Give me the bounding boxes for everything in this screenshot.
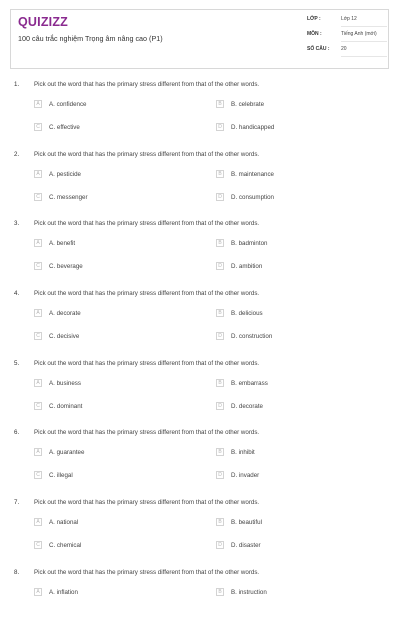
question-number: 6. [14,429,20,436]
worksheet-header [10,9,389,69]
option-checkbox[interactable]: C [34,471,42,479]
option-checkbox[interactable]: D [216,123,224,131]
option-text: A. pesticide [49,171,81,178]
option-text: C. dominant [49,403,83,410]
option-checkbox[interactable]: A [34,518,42,526]
quizizz-logo: QUIZIZZ [18,15,69,29]
question-text: Pick out the word that has the primary stress different from that of the other words. [34,290,260,297]
option-checkbox[interactable]: B [216,239,224,247]
option-checkbox[interactable]: C [34,262,42,270]
option-checkbox[interactable]: B [216,588,224,596]
option-text: C. chemical [49,542,82,549]
question-text: Pick out the word that has the primary stress different from that of the other words. [34,81,260,88]
meta-underline [341,26,387,27]
question-item [0,499,400,569]
option-text: B. beautiful [231,519,262,526]
option-text: D. consumption [231,194,274,201]
question-text: Pick out the word that has the primary stress different from that of the other words. [34,360,260,367]
option-checkbox[interactable]: D [216,193,224,201]
option-checkbox[interactable]: B [216,170,224,178]
question-number: 2. [14,151,20,158]
option-text: D. decorate [231,403,263,410]
question-text: Pick out the word that has the primary stress different from that of the other words. [34,569,260,576]
option-text: A. confidence [49,101,87,108]
option-text: B. instruction [231,589,267,596]
option-text: D. construction [231,333,273,340]
question-number: 4. [14,290,20,297]
option-checkbox[interactable]: B [216,309,224,317]
option-checkbox[interactable]: B [216,379,224,387]
option-checkbox[interactable]: A [34,588,42,596]
question-number: 1. [14,81,20,88]
option-checkbox[interactable]: C [34,402,42,410]
meta-row-subject [307,28,389,42]
meta-row-count [307,43,389,57]
question-item [0,290,400,360]
option-text: C. beverage [49,263,83,270]
option-checkbox[interactable]: D [216,262,224,270]
option-text: C. effective [49,124,80,131]
option-checkbox[interactable]: B [216,518,224,526]
option-checkbox[interactable]: D [216,332,224,340]
option-checkbox[interactable]: A [34,170,42,178]
option-checkbox[interactable]: A [34,239,42,247]
option-text: C. messenger [49,194,88,201]
option-text: B. celebrate [231,101,265,108]
option-text: D. ambition [231,263,263,270]
question-text: Pick out the word that has the primary stress different from that of the other words. [34,429,260,436]
option-checkbox[interactable]: C [34,541,42,549]
question-number: 5. [14,360,20,367]
meta-value-subject: Tiếng Anh (mới) [341,31,377,37]
question-text: Pick out the word that has the primary stress different from that of the other words. [34,220,260,227]
option-checkbox[interactable]: D [216,541,224,549]
question-text: Pick out the word that has the primary stress different from that of the other words. [34,151,260,158]
meta-value-class: Lớp 12 [341,16,357,22]
question-item [0,81,400,151]
question-number: 3. [14,220,20,227]
question-item [0,569,400,639]
question-item [0,151,400,221]
option-checkbox[interactable]: D [216,402,224,410]
meta-value-count: 20 [341,46,347,52]
option-text: A. inflation [49,589,78,596]
meta-row-class [307,13,389,27]
option-text: C. illegal [49,472,73,479]
option-text: A. benefit [49,240,76,247]
option-checkbox[interactable]: A [34,100,42,108]
option-checkbox[interactable]: C [34,193,42,201]
option-text: B. inhibit [231,449,255,456]
option-checkbox[interactable]: B [216,448,224,456]
option-text: A. guarantee [49,449,85,456]
worksheet-title: 100 câu trắc nghiệm Trọng âm nâng cao (P1) [18,34,163,43]
option-checkbox[interactable]: D [216,471,224,479]
option-text: B. maintenance [231,171,274,178]
option-checkbox[interactable]: A [34,309,42,317]
option-text: B. embarrass [231,380,268,387]
option-checkbox[interactable]: C [34,332,42,340]
meta-label-class: LỚP : [307,16,321,22]
option-checkbox[interactable]: B [216,100,224,108]
option-text: D. disaster [231,542,261,549]
option-text: B. badminton [231,240,268,247]
option-checkbox[interactable]: A [34,379,42,387]
question-item [0,429,400,499]
option-text: A. business [49,380,81,387]
question-item [0,220,400,290]
option-text: D. invader [231,472,260,479]
option-text: A. national [49,519,79,526]
question-number: 8. [14,569,20,576]
option-checkbox[interactable]: C [34,123,42,131]
question-text: Pick out the word that has the primary stress different from that of the other words. [34,499,260,506]
option-text: A. decorate [49,310,81,317]
question-item [0,360,400,430]
option-text: B. delicious [231,310,263,317]
meta-label-count: SỐ CÂU : [307,46,330,52]
option-checkbox[interactable]: A [34,448,42,456]
meta-underline [341,56,387,57]
meta-label-subject: MÔN : [307,31,322,37]
option-text: C. decisive [49,333,80,340]
option-text: D. handicapped [231,124,275,131]
question-number: 7. [14,499,20,506]
meta-underline [341,41,387,42]
